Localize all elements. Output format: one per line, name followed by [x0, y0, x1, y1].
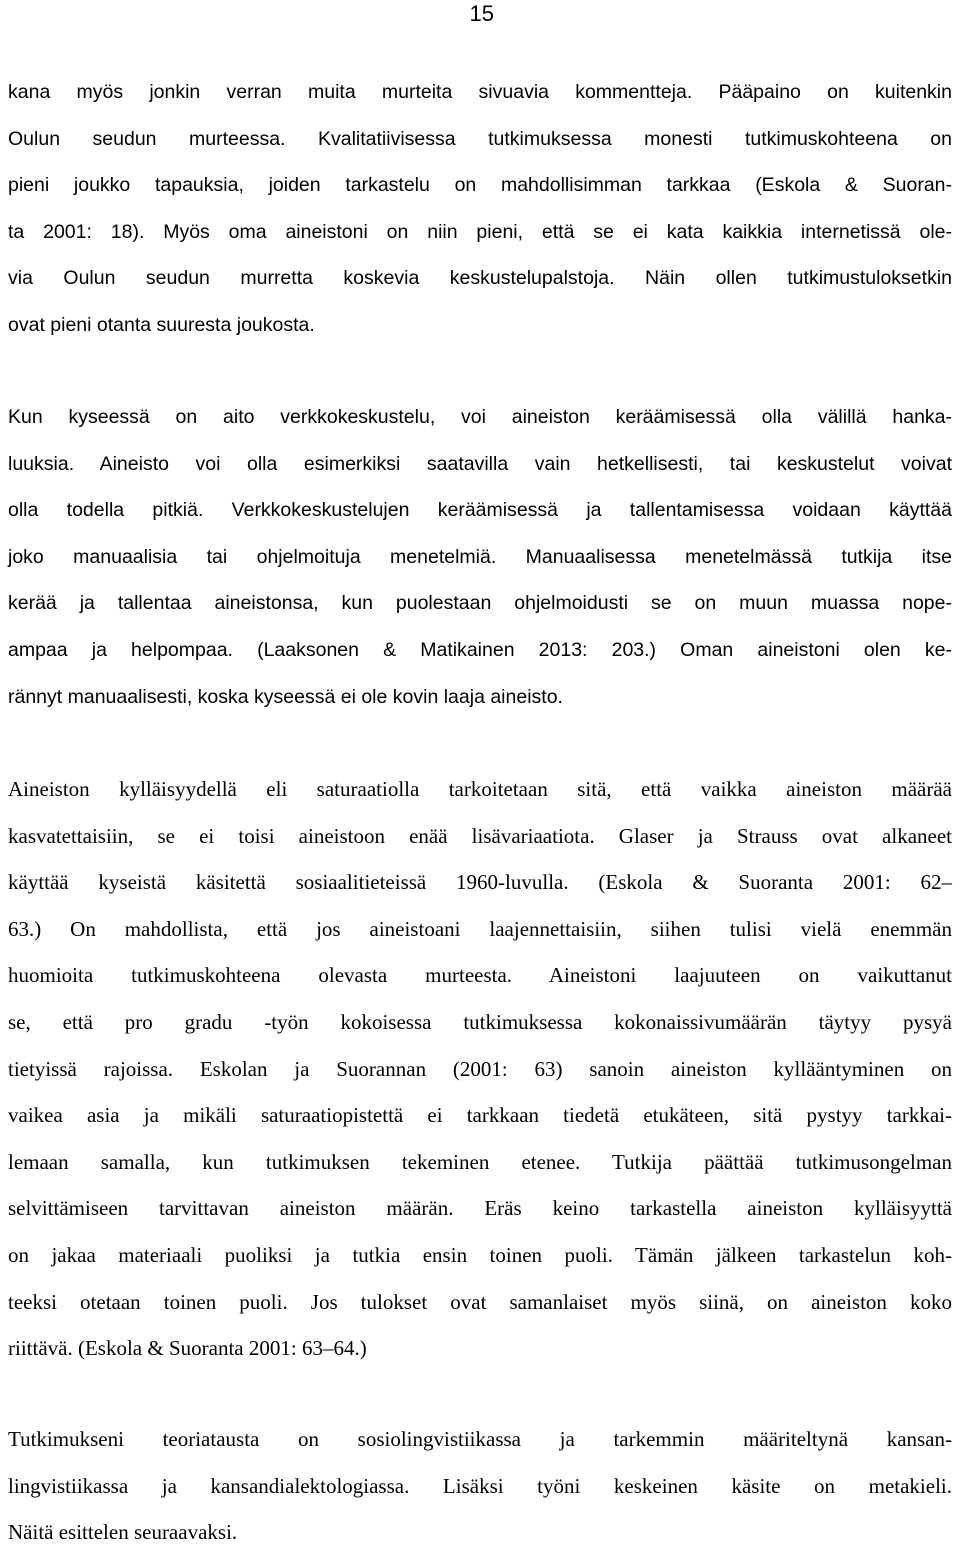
paragraph-line: pieni joukko tapauksia, joiden tarkastelu on mahdollisimman tarkkaa (Eskola & Suoran- [8, 174, 952, 197]
paragraph-line: rännyt manuaalisesti, koska kyseessä ei ole kovin laaja aineisto. [8, 685, 563, 708]
paragraph-line: se, että pro gradu -työn kokoisessa tutkimuksessa kokonaissivumäärän täytyy pysyä [8, 1009, 952, 1034]
paragraph-line: ovat pieni otanta suuresta joukosta. [8, 313, 315, 336]
paragraph-line: kasvatettaisiin, se ei toisi aineistoon enää lisävariaatiota. Glaser ja Strauss ovat alkaneet [8, 823, 952, 848]
paragraph-line: käyttää kyseistä käsitettä sosiaalitieteissä 1960-luvulla. (Eskola & Suoranta 2001: 62– [8, 870, 952, 895]
paragraph-line: Tutkimukseni teoriatausta on sosiolingvistiikassa ja tarkemmin määriteltynä kansan- [8, 1427, 952, 1451]
paragraph-line: ampaa ja helpompaa. (Laaksonen & Matikainen 2013: 203.) Oman aineistoni olen ke- [8, 638, 952, 661]
paragraph-line: vaikea asia ja mikäli saturaatiopistettä ei tarkkaan tiedetä etukäteen, sitä pystyy tarkkai- [8, 1103, 952, 1128]
paragraph-line: kana myös jonkin verran muita murteita sivuavia kommentteja. Pääpaino on kuitenkin [8, 81, 952, 103]
paragraph-line: huomioita tutkimuskohteena olevasta murteesta. Aineistoni laajuuteen on vaikuttanut [8, 963, 952, 988]
paragraph-line: teeksi otetaan toinen puoli. Jos tulokset ovat samanlaiset myös siinä, on aineiston koko [8, 1289, 952, 1314]
paragraph-line: lemaan samalla, kun tutkimuksen tekeminen etenee. Tutkija päättää tutkimusongelman [8, 1149, 952, 1174]
paragraph-2 [8, 394, 952, 720]
paragraph-line: kerää ja tallentaa aineistonsa, kun puolestaan ohjelmoidusti se on muun muassa nope- [8, 592, 952, 615]
paragraph-line: Näitä esittelen seuraavaksi. [8, 1520, 238, 1545]
paragraph-line: joko manuaalisia tai ohjelmoituja menetelmiä. Manuaalisessa menetelmässä tutkija itse [8, 545, 952, 568]
paragraph-line: Oulun seudun murteessa. Kvalitatiivisessa tutkimuksessa monesti tutkimuskohteena on [8, 127, 952, 150]
paragraph-line: luuksia. Aineisto voi olla esimerkiksi saatavilla vain hetkellisesti, tai keskustelut voivat [8, 452, 952, 475]
paragraph-line: 63.) On mahdollista, että jos aineistoani laajennettaisiin, siihen tulisi vielä enemmän [8, 916, 952, 941]
paragraph-line: ta 2001: 18). Myös oma aineistoni on niin pieni, että se ei kata kaikkia internetissä ole- [8, 220, 952, 243]
paragraph-line: olla todella pitkiä. Verkkokeskustelujen keräämisessä ja tallentamisessa voidaan käyttää [8, 499, 952, 522]
paragraph-line: selvittämiseen tarvittavan aineiston määrän. Eräs keino tarkastella aineiston kylläisyyttä [8, 1196, 952, 1221]
paragraph-line: riittävä. (Eskola & Suoranta 2001: 63–64.) [8, 1336, 367, 1361]
paragraph-line: Kun kyseessä on aito verkkokeskustelu, voi aineiston keräämisessä olla välillä hanka- [8, 406, 952, 428]
paragraph-line: tietyissä rajoissa. Eskolan ja Suorannan (2001: 63) sanoin aineiston kyllääntyminen on [8, 1056, 952, 1081]
paragraph-line: via Oulun seudun murretta koskevia keskustelupalstoja. Näin ollen tutkimustuloksetkin [8, 267, 952, 290]
paragraph-line: on jakaa materiaali puoliksi ja tutkia ensin toinen puoli. Tämän jälkeen tarkastelun koh- [8, 1242, 952, 1267]
page-number: 15 [469, 1, 494, 26]
paragraph-1 [8, 69, 952, 349]
paragraph-line: Aineiston kylläisyydellä eli saturaatiolla tarkoitetaan sitä, että vaikka aineiston määrää [8, 777, 952, 801]
paragraph-3 [8, 766, 952, 1372]
paragraph-4 [8, 1416, 952, 1556]
paragraph-line: lingvistiikassa ja kansandialektologiassa. Lisäksi työni keskeinen käsite on metakieli. [8, 1473, 952, 1498]
